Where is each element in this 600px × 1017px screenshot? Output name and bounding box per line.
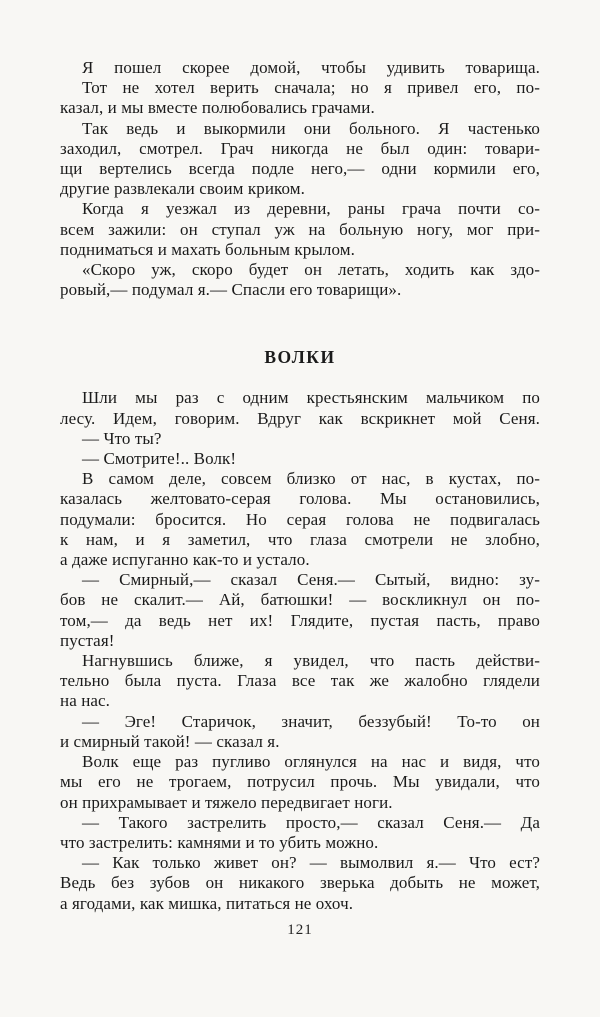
text-line: пустая! xyxy=(60,630,115,650)
text-line: и смирный такой! — сказал я. xyxy=(60,731,280,751)
paragraph xyxy=(60,429,540,449)
text-line: Волк еще раз пугливо оглянулся на нас и видя, что xyxy=(82,752,540,772)
text-line: ровый,— подумал я.— Спасли его товарищи». xyxy=(60,280,402,300)
paragraph xyxy=(60,712,540,752)
text-line: на нас. xyxy=(60,691,111,711)
text-line: «Скоро уж, скоро будет он летать, ходить как здо- xyxy=(82,260,540,280)
paragraph xyxy=(60,58,540,78)
text-line: Так ведь и выкормили они больного. Я частенько xyxy=(82,118,540,138)
paragraph xyxy=(60,469,540,570)
paragraph xyxy=(60,388,540,428)
text-line: Шли мы раз с одним крестьянским мальчиком по xyxy=(82,388,540,408)
text-line: — Такого застрелить просто,— сказал Сеня.— Да xyxy=(82,812,540,832)
page-text xyxy=(60,58,540,914)
text-line: казал, и мы вместе полюбовались грачами. xyxy=(60,98,375,118)
text-line: он прихрамывает и тяжело передвигает ноги. xyxy=(60,792,393,812)
text-line: подниматься и махать больным крылом. xyxy=(60,239,355,259)
text-line: — Как только живет он? — вымолвил я.— Что ест? xyxy=(82,853,540,873)
paragraph xyxy=(60,651,540,712)
paragraph xyxy=(60,199,540,260)
text-line: мы его не трогаем, потрусил прочь. Мы увидали, что xyxy=(60,772,540,792)
text-line: Тот не хотел верить сначала; но я привел его, по- xyxy=(82,78,540,98)
text-line: — Что ты? xyxy=(82,428,162,448)
text-line: бов не скалит.— Ай, батюшки! — воскликнул он по- xyxy=(60,590,540,610)
paragraph xyxy=(60,570,540,651)
text-line: Я пошел скорее домой, чтобы удивить товарища. xyxy=(82,58,540,77)
text-line: — Эге! Старичок, значит, беззубый! То-то он xyxy=(82,711,540,731)
text-line: лесу. Идем, говорим. Вдруг как вскрикнет мой Сеня. xyxy=(60,408,540,428)
text-line: а даже испуганно как-то и устало. xyxy=(60,550,310,570)
text-line: что застрелить: камнями и то убить можно. xyxy=(60,832,379,852)
text-line: к нам, и я заметил, что глаза смотрели не злобно, xyxy=(60,529,540,549)
text-line: всем зажили: он ступал уж на больную ногу, мог при- xyxy=(60,219,540,239)
text-line: тельно была пуста. Глаза все так же жалобно глядели xyxy=(60,671,540,691)
text-line: — Смотрите!.. Волк! xyxy=(82,449,237,469)
paragraph xyxy=(60,119,540,200)
paragraph xyxy=(60,260,540,300)
paragraph xyxy=(60,752,540,813)
story-heading: ВОЛКИ xyxy=(264,347,336,368)
paragraph xyxy=(60,853,540,914)
text-line: Ведь без зубов он никакого зверька добыть не может, xyxy=(60,873,540,893)
text-line: казалась желтовато-серая голова. Мы остановились, xyxy=(60,489,540,509)
text-line: заходил, смотрел. Грач никогда не был один: товари- xyxy=(60,138,540,158)
text-line: подумали: бросится. Но серая голова не подвигалась xyxy=(60,509,540,529)
text-line: другие развлекали своим криком. xyxy=(60,179,306,199)
text-line: щи вертелись всегда подле него,— одни кормили его, xyxy=(60,159,540,179)
text-line: — Смирный,— сказал Сеня.— Сытый, видно: зу- xyxy=(82,570,540,590)
paragraph xyxy=(60,78,540,118)
paragraph xyxy=(60,813,540,853)
text-line: том,— да ведь нет их! Глядите, пустая пасть, право xyxy=(60,610,540,630)
paragraph xyxy=(60,449,540,469)
text-line: Нагнувшись ближе, я увидел, что пасть действи- xyxy=(82,651,540,671)
text-line: а ягодами, как мишка, питаться не охоч. xyxy=(60,893,354,913)
text-line: Когда я уезжал из деревни, раны грача почти со- xyxy=(82,199,540,219)
text-line: В самом деле, совсем близко от нас, в кустах, по- xyxy=(82,469,540,489)
page-number: 121 xyxy=(287,922,313,938)
